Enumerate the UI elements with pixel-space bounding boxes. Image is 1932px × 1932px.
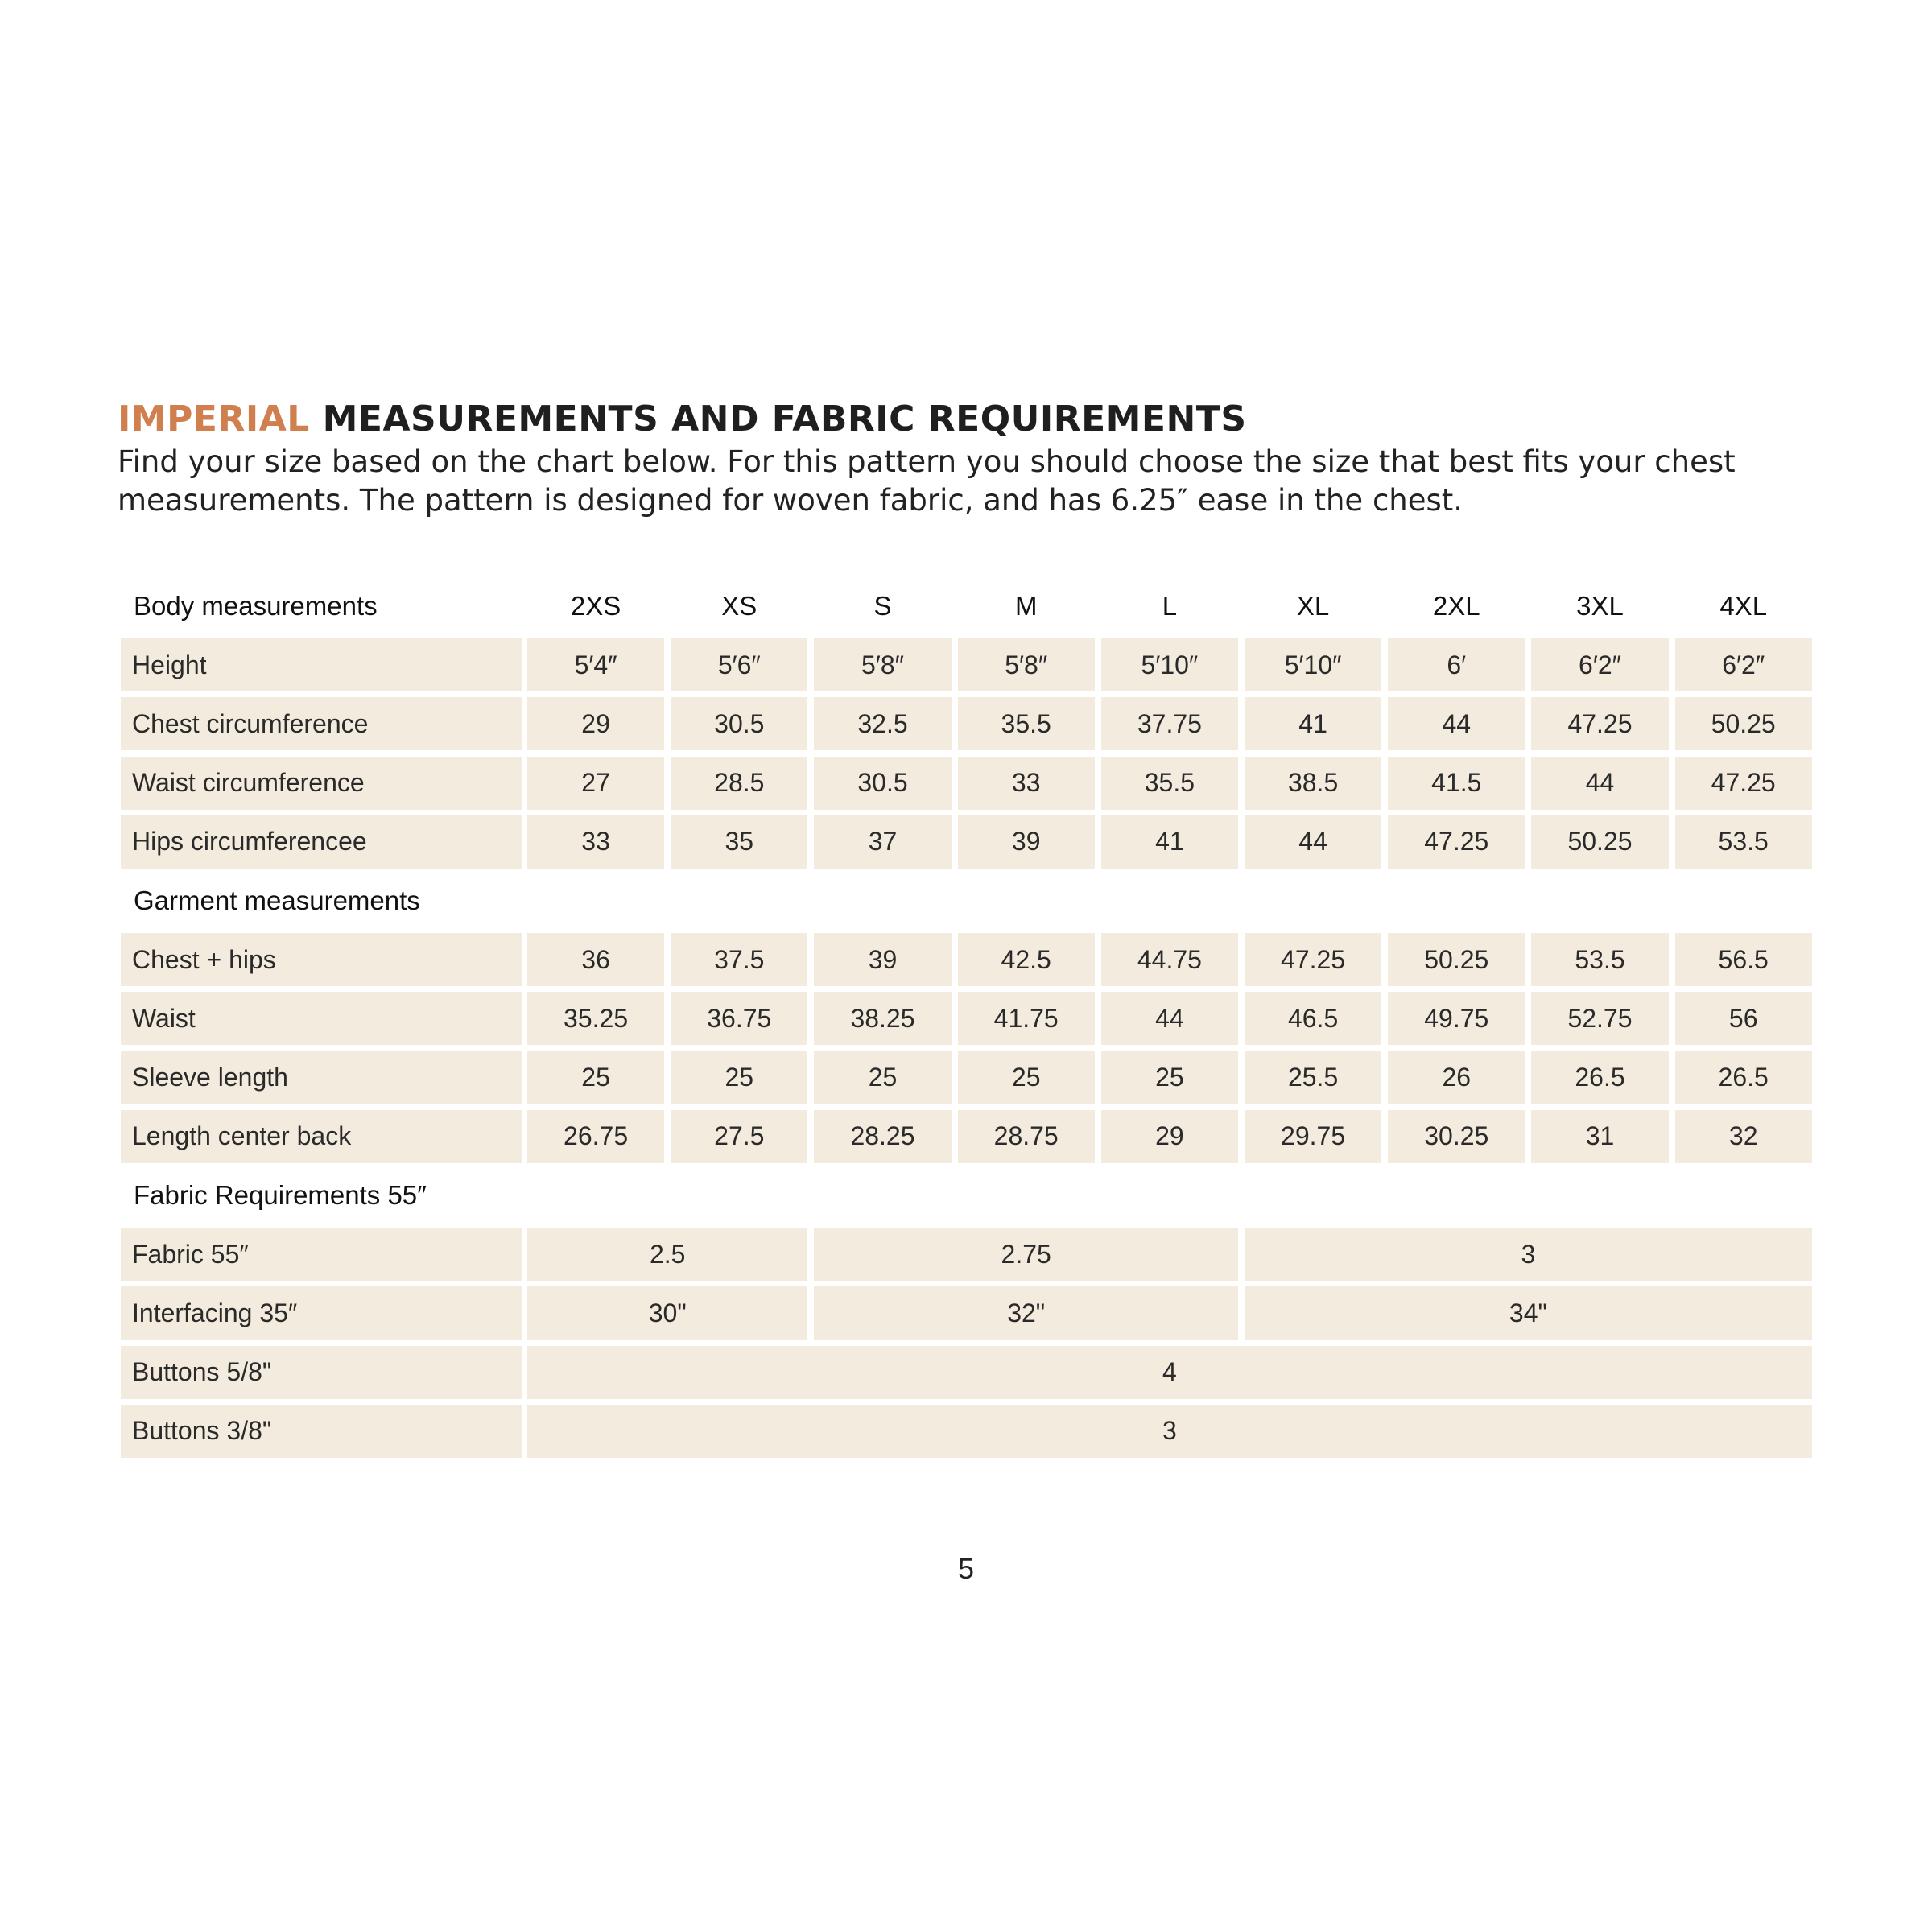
table-cell: 36.75 [671,992,807,1045]
table-cell: 41 [1101,815,1238,869]
size-header: L [1162,591,1178,621]
table-cell: 28.25 [814,1110,951,1163]
table-cell: 29 [1101,1110,1238,1163]
table-cell: 32 [1675,1110,1812,1163]
intro-text: Find your size based on the chart below. For this pattern you should choose the size that best fits your chest measurements. The pattern is designed for woven fabric, and has 6.25″ ease in the chest. [118,444,1736,518]
row-label: Length center back [121,1110,522,1163]
size-header: 2XS [570,591,621,621]
table-cell: 47.25 [1388,815,1525,869]
table-cell: 35 [671,815,807,869]
table-cell: 30.5 [671,697,807,750]
table-cell: 25 [1101,1051,1238,1104]
table-cell: 32.5 [814,697,951,750]
table-cell: 38.5 [1245,757,1381,810]
table-cell: 6′ [1388,638,1525,691]
table-cell: 44 [1531,757,1668,810]
merged-cell: 32" [814,1286,1238,1340]
row-label: Height [121,638,522,691]
row-label: Sleeve length [121,1051,522,1104]
table-cell: 41.75 [958,992,1095,1045]
table-cell: 39 [814,933,951,986]
size-header: 2XL [1432,591,1480,621]
size-header: M [1014,591,1038,621]
table-cell: 5′10″ [1245,638,1381,691]
table-cell: 35.5 [958,697,1095,750]
table-cell: 52.75 [1531,992,1668,1045]
table-cell: 35.25 [527,992,664,1045]
size-header: 3XL [1576,591,1624,621]
merged-cell: 2.5 [527,1228,807,1281]
table-cell: 25 [814,1051,951,1104]
table-cell: 47.25 [1245,933,1381,986]
table-cell: 26 [1388,1051,1525,1104]
page-title [118,397,1247,442]
merged-cell: 34" [1245,1286,1812,1340]
row-label: Fabric 55″ [121,1228,522,1281]
title-accent: IMPERIAL [118,398,310,440]
table-cell: 29 [527,697,664,750]
table-cell: 27.5 [671,1110,807,1163]
table-cell: 46.5 [1245,992,1381,1045]
title-rest: MEASUREMENTS AND FABRIC REQUIREMENTS [322,398,1247,440]
table-cell: 6′2″ [1531,638,1668,691]
table-cell: 35.5 [1101,757,1238,810]
row-label: Hips circumferencee [121,815,522,869]
size-chart-table [121,580,1811,1457]
table-cell: 37.75 [1101,697,1238,750]
table-cell: 36 [527,933,664,986]
size-header: 4XL [1719,591,1768,621]
table-cell: 53.5 [1531,933,1668,986]
size-header: XL [1296,591,1330,621]
row-label: Chest + hips [121,933,522,986]
table-cell: 5′6″ [671,638,807,691]
row-label: Waist circumference [121,757,522,810]
table-cell: 26.75 [527,1110,664,1163]
table-cell: 28.5 [671,757,807,810]
table-cell: 25.5 [1245,1051,1381,1104]
table-cell: 37 [814,815,951,869]
table-cell: 29.75 [1245,1110,1381,1163]
merged-cell: 2.75 [814,1228,1238,1281]
merged-cell: 30" [527,1286,807,1340]
table-cell: 5′8″ [958,638,1095,691]
section-heading-body: Body measurements [134,591,378,621]
table-cell: 49.75 [1388,992,1525,1045]
table-cell: 50.25 [1675,697,1812,750]
merged-cell: 4 [527,1346,1812,1399]
table-cell: 41.5 [1388,757,1525,810]
table-cell: 5′8″ [814,638,951,691]
section-heading-garment: Garment measurements [134,886,420,915]
row-label: Interfacing 35″ [121,1286,522,1340]
table-cell: 47.25 [1675,757,1812,810]
table-cell: 27 [527,757,664,810]
section-heading-fabric: Fabric Requirements 55″ [134,1180,427,1210]
table-cell: 44 [1388,697,1525,750]
table-cell: 38.25 [814,992,951,1045]
table-cell: 56.5 [1675,933,1812,986]
row-label: Chest circumference [121,697,522,750]
table-cell: 33 [527,815,664,869]
table-cell: 37.5 [671,933,807,986]
page-number: 5 [957,1552,975,1585]
table-cell: 53.5 [1675,815,1812,869]
table-cell: 44 [1101,992,1238,1045]
table-cell: 42.5 [958,933,1095,986]
table-cell: 5′10″ [1101,638,1238,691]
row-label: Waist [121,992,522,1045]
table-cell: 44 [1245,815,1381,869]
table-cell: 41 [1245,697,1381,750]
table-cell: 50.25 [1388,933,1525,986]
table-cell: 26.5 [1531,1051,1668,1104]
table-cell: 47.25 [1531,697,1668,750]
table-cell: 6′2″ [1675,638,1812,691]
table-cell: 30.5 [814,757,951,810]
merged-cell: 3 [1245,1228,1812,1281]
table-cell: 5′4″ [527,638,664,691]
table-cell: 56 [1675,992,1812,1045]
table-cell: 31 [1531,1110,1668,1163]
table-cell: 25 [671,1051,807,1104]
table-cell: 28.75 [958,1110,1095,1163]
row-label: Buttons 3/8" [121,1405,522,1458]
table-cell: 33 [958,757,1095,810]
size-header: XS [721,591,758,621]
table-cell: 44.75 [1101,933,1238,986]
table-cell: 30.25 [1388,1110,1525,1163]
size-header: S [873,591,892,621]
merged-cell: 3 [527,1405,1812,1458]
row-label: Buttons 5/8" [121,1346,522,1399]
table-cell: 50.25 [1531,815,1668,869]
table-cell: 39 [958,815,1095,869]
table-cell: 25 [958,1051,1095,1104]
table-cell: 26.5 [1675,1051,1812,1104]
table-cell: 25 [527,1051,664,1104]
